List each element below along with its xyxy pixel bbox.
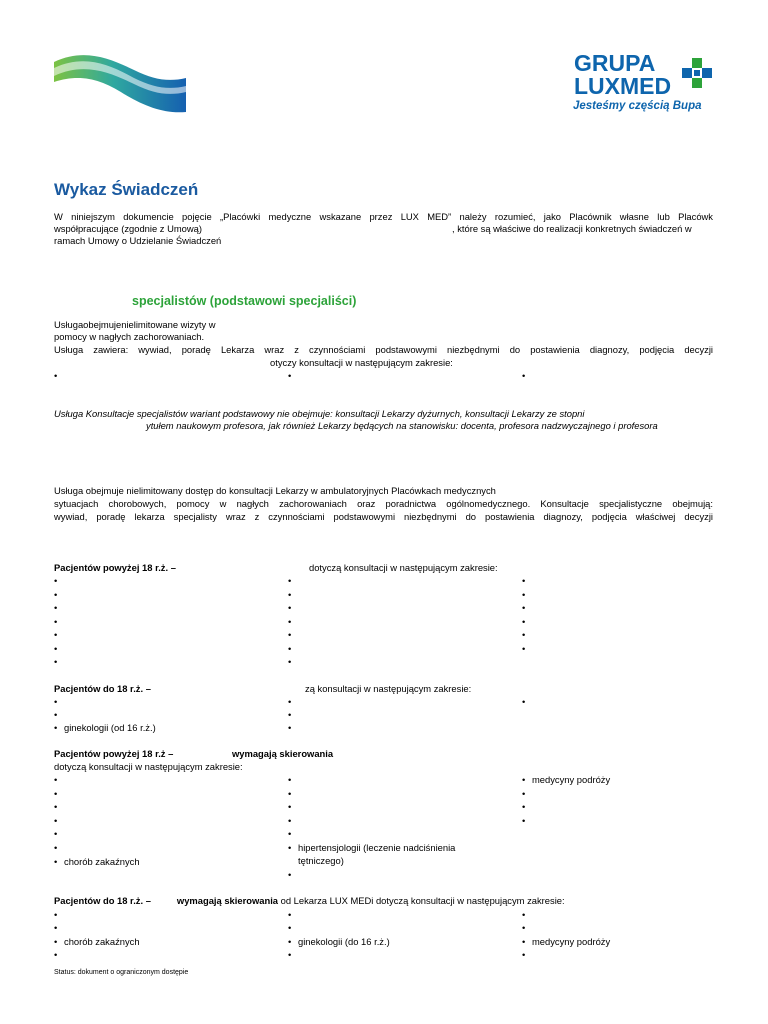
list-item [54, 801, 64, 813]
list-item [288, 602, 298, 614]
groupB-label: Pacjentów do 18 r.ż. – [54, 683, 151, 694]
list-item [522, 616, 532, 628]
plus-cross-icon [680, 56, 714, 90]
list-item [54, 788, 64, 800]
list-item [54, 696, 64, 708]
list-item [522, 370, 532, 382]
list-item-label: medycyny podróży [532, 774, 611, 785]
list-item [54, 370, 64, 382]
list-item [522, 909, 532, 921]
list-item [288, 616, 298, 628]
list-item [54, 722, 156, 734]
groupA-label: Pacjentów powyżej 18 r.ż. – [54, 562, 176, 573]
list-item [54, 602, 64, 614]
list-item [522, 643, 532, 655]
list-item [522, 815, 532, 827]
list-item [288, 722, 298, 734]
list-item-label: chorób zakaźnych [64, 856, 140, 867]
intro-line2b: , które są właściwe do realizacji konkretnych świadczeń w [452, 223, 692, 234]
section1-p1: Usługaobejmujenielimitowane wizyty w [54, 319, 216, 330]
list-item [288, 815, 298, 827]
list-item [54, 616, 64, 628]
list-item [288, 869, 298, 881]
list-item-label-cont: tętniczego) [298, 855, 344, 866]
list-item [288, 370, 298, 382]
list-item [288, 801, 298, 813]
list-item [288, 828, 298, 840]
list-item [522, 602, 532, 614]
list-item-label: chorób zakaźnych [64, 936, 140, 947]
brand-line2: LUXMED [574, 73, 672, 99]
list-item [54, 828, 64, 840]
list-item [54, 575, 64, 587]
groupC-label2: wymagają skierowania [232, 748, 334, 759]
intro-line1: W niniejszym dokumencie pojęcie „Placówki medyczne wskazane przez LUX MED” należy rozumieć, jako Placównik własne lub Placówk [54, 211, 713, 222]
groupD-label: Pacjentów do 18 r.ż. – [54, 895, 151, 906]
list-item [522, 589, 532, 601]
section1-note2: ytułem naukowym profesora, jak również Lekarzy będących na stanowisku: docenta, profesora nadzwyczajnego i profesora [146, 420, 658, 431]
brand-line1: GRUPA [574, 50, 656, 76]
footer-status: Status: dokument o ograniczonym dostępie [54, 969, 189, 976]
list-item [54, 936, 140, 948]
list-item [288, 922, 298, 934]
list-item [288, 842, 455, 854]
list-item-label: ginekologii (do 16 r.ż.) [298, 936, 390, 947]
list-item [288, 909, 298, 921]
list-item [288, 936, 390, 948]
list-item [522, 801, 532, 813]
list-item [522, 949, 532, 961]
list-item [522, 936, 610, 948]
section2-p2: sytuacjach chorobowych, pomocy w nagłych zachorowaniach oraz poradnictwa ogólnomedycznego. Konsultacje specjalistyczne obejmują: [54, 498, 713, 509]
list-item [54, 909, 64, 921]
list-item [522, 696, 532, 708]
list-item-label: medycyny podróży [532, 936, 611, 947]
list-item [54, 629, 64, 641]
section2-p1: Usługa obejmuje nielimitowany dostęp do konsultacji Lekarzy w ambulatoryjnych Placówkach medycznych [54, 485, 496, 496]
list-item [54, 709, 64, 721]
list-item [288, 589, 298, 601]
section1-p4: otyczy konsultacji w następującym zakresie: [270, 357, 453, 368]
list-item [54, 949, 64, 961]
list-item [522, 774, 610, 786]
list-item [54, 922, 64, 934]
intro-line3: ramach Umowy o Udzielanie Świadczeń [54, 235, 222, 246]
list-item [288, 774, 298, 786]
intro-line2a: współpracujące (zgodnie z Umową) [54, 223, 202, 234]
list-item-label: ginekologii (od 16 r.ż.) [64, 722, 156, 733]
list-item [288, 629, 298, 641]
list-item [54, 856, 140, 868]
list-item [54, 643, 64, 655]
list-item [522, 922, 532, 934]
list-item [288, 709, 298, 721]
list-item [522, 788, 532, 800]
list-item [54, 774, 64, 786]
list-item [288, 949, 298, 961]
section2-p3: wywiad, poradę lekarza specjalisty wraz z czynnościami podstawowymi niezbędnymi do postawienia diagnozy, podjęcia właściwej decyzji [54, 511, 713, 522]
list-item [288, 575, 298, 587]
section1-note1: Usługa Konsultacje specjalistów wariant podstawowy nie obejmuje: konsultacji Lekarzy dyżurnych, konsultacji Lekarzy ze stopni [54, 408, 585, 419]
list-item [288, 643, 298, 655]
brand-tagline: Jesteśmy częścią Bupa [573, 100, 702, 112]
list-item [288, 696, 298, 708]
groupB-text: zą konsultacji w następującym zakresie: [305, 683, 472, 694]
list-item [288, 656, 298, 668]
list-item [54, 842, 64, 854]
list-item-label: hipertensjologii (leczenie nadciśnienia [298, 842, 456, 853]
list-item [522, 629, 532, 641]
groupC-text: dotyczą konsultacji w następującym zakresie: [54, 761, 243, 772]
groupD-heading [54, 895, 565, 907]
list-item [522, 575, 532, 587]
groupD-text: od Lekarza LUX MEDi dotyczą konsultacji w następującym zakresie: [278, 895, 565, 906]
wave-logo-icon [54, 48, 186, 114]
page-title: Wykaz Świadczeń [54, 180, 199, 199]
groupC-label: Pacjentów powyżej 18 r.ż – [54, 748, 174, 759]
groupD-label2: wymagają skierowania [176, 895, 279, 906]
groupA-text: dotyczą konsultacji w następującym zakresie: [309, 562, 498, 573]
list-item [54, 815, 64, 827]
section1-p3: Usługa zawiera: wywiad, poradę Lekarza wraz z czynnościami podstawowymi niezbędnymi do postawienia diagnozy, podjęcia decyzji [54, 344, 713, 355]
list-item [288, 788, 298, 800]
section1-p2: pomocy w nagłych zachorowaniach. [54, 331, 205, 342]
list-item [54, 589, 64, 601]
section1-heading: specjalistów (podstawowi specjaliści) [132, 294, 357, 308]
list-item [54, 656, 64, 668]
